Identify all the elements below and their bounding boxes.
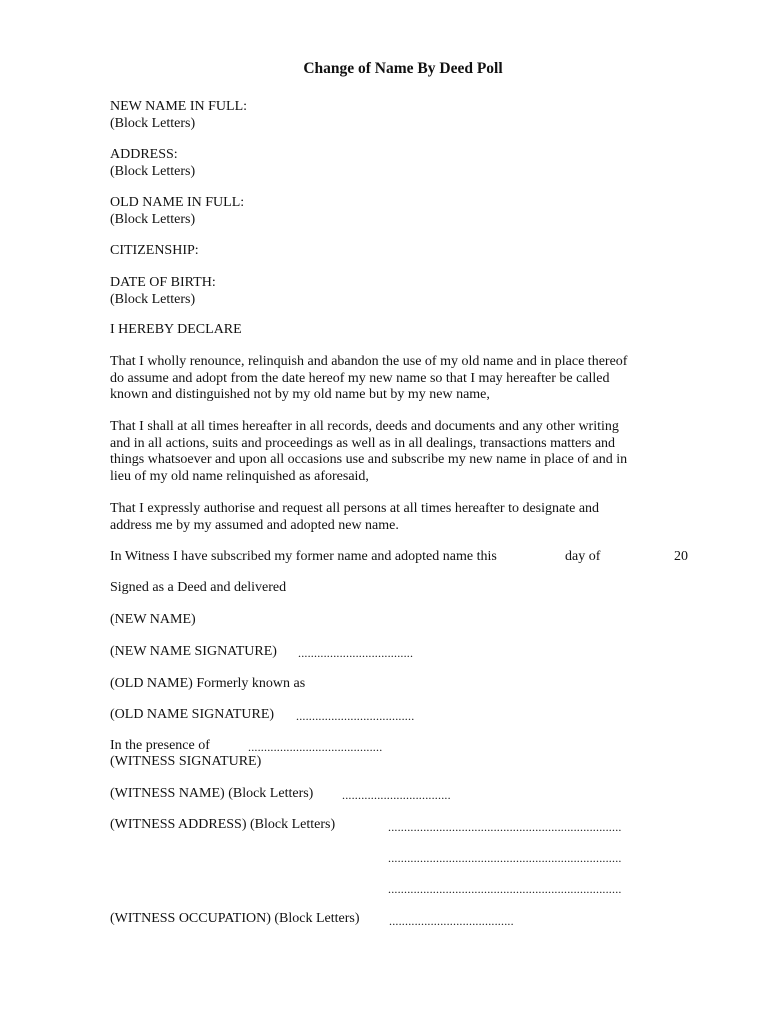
address-field [110,147,690,180]
address-label: ADDRESS: [110,147,178,162]
old-name-field [110,195,690,228]
paragraph-line: do assume and adopt from the date hereof my new name so that I may hereafter be called [110,370,610,386]
document-title: Change of Name By Deed Poll [303,60,503,77]
paragraph-line: things whatsoever and upon all occasions use and subscribe my new name in place of and in [110,452,628,467]
old-name-label: OLD NAME IN FULL: [110,195,245,210]
new-name-caption: (NEW NAME) [110,612,196,627]
new-name-sublabel: (Block Letters) [110,115,196,131]
dob-field [110,275,690,308]
citizenship-label: CITIZENSHIP: [110,243,199,258]
presence-label: In the presence of [110,738,210,753]
old-name-signature-label: (OLD NAME SIGNATURE) [110,707,275,722]
witness-address-line-3: ......................................................................... [388,882,622,896]
witness-day-of: day of [565,549,601,564]
witness-address-line-1: ......................................................................... [388,820,622,834]
witness-address-line-2: ......................................................................... [388,851,622,865]
address-sublabel: (Block Letters) [110,163,196,179]
presence-signature-line: .......................................... [248,740,383,754]
old-name-signature-line: ..................................... [296,709,415,723]
witness-occupation-line: ....................................... [389,914,514,928]
paragraph-line: and in all actions, suits and proceedings as well as in all dealings, transactions matters and [110,435,616,451]
witness-occupation-label: (WITNESS OCCUPATION) (Block Letters) [110,911,360,926]
signed-statement: Signed as a Deed and delivered [110,580,287,595]
dob-sublabel: (Block Letters) [110,291,196,307]
paragraph-renounce [110,354,690,404]
new-name-label: NEW NAME IN FULL: [110,99,248,114]
paragraph-line: lieu of my old name relinquished as aforesaid, [110,468,369,484]
paragraph-line: That I wholly renounce, relinquish and abandon the use of my old name and in place thereof [110,354,628,369]
paragraph-use-name [110,419,690,485]
paragraph-line: address me by my assumed and adopted new name. [110,517,399,533]
citizenship-field [110,243,690,260]
witness-signature-label: (WITNESS SIGNATURE) [110,754,262,769]
witness-address-label: (WITNESS ADDRESS) (Block Letters) [110,817,336,832]
new-name-signature-label: (NEW NAME SIGNATURE) [110,644,277,659]
new-name-field [110,99,690,132]
paragraph-line: That I expressly authorise and request all persons at all times hereafter to designate and [110,501,600,516]
witness-name-label: (WITNESS NAME) (Block Letters) [110,786,314,801]
witness-statement: In Witness I have subscribed my former name and adopted name this [110,549,497,564]
witness-year: 20 [674,549,688,564]
old-name-caption: (OLD NAME) Formerly known as [110,676,306,691]
witness-name-line: .................................. [342,788,451,802]
paragraph-line: known and distinguished not by my old name but by my new name, [110,387,490,402]
dob-label: DATE OF BIRTH: [110,275,216,290]
paragraph-line: That I shall at all times hereafter in all records, deeds and documents and any other writing [110,419,619,434]
old-name-sublabel: (Block Letters) [110,211,196,227]
paragraph-authorise [110,501,690,534]
new-name-signature-line: .................................... [298,646,414,660]
declare-heading: I HEREBY DECLARE [110,322,242,337]
